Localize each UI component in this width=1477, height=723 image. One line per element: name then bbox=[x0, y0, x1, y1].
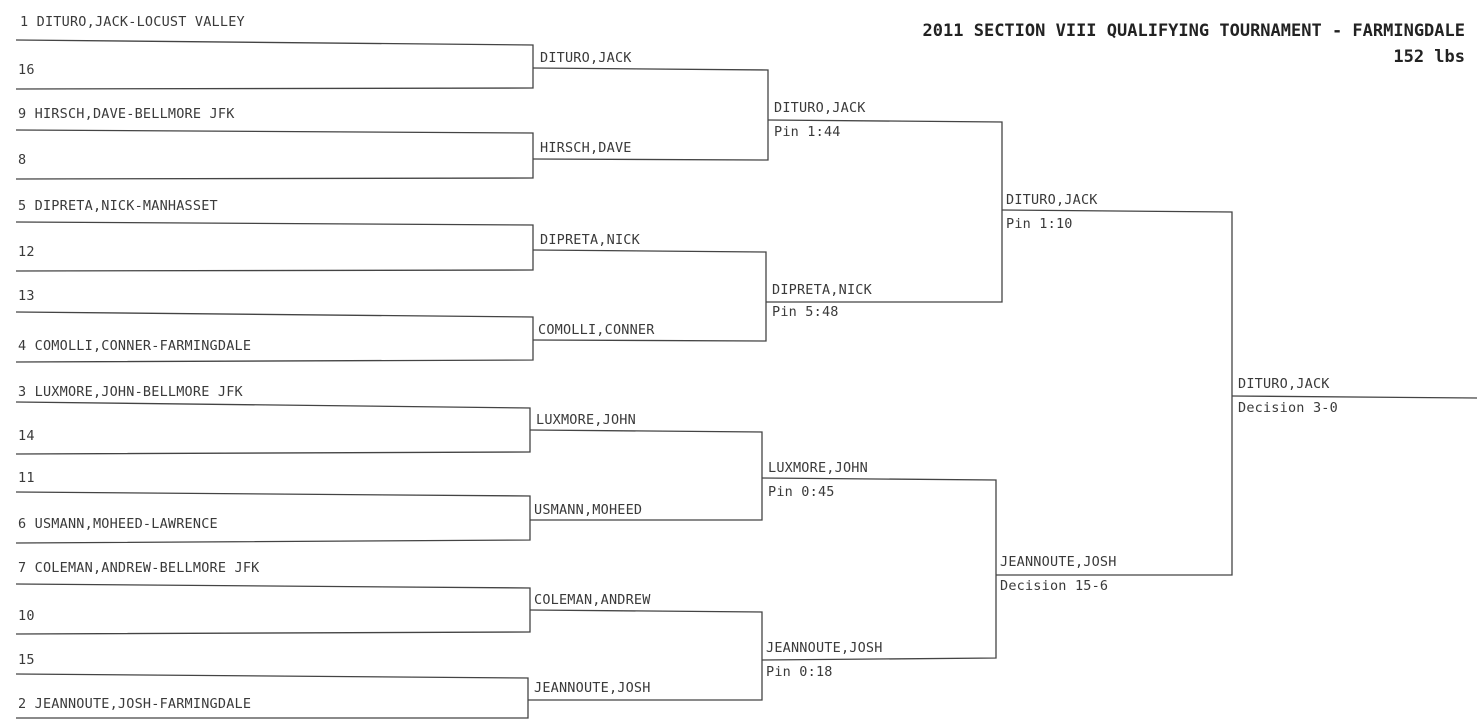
qf-bracket bbox=[766, 120, 1002, 302]
r1-entry: 8 bbox=[18, 152, 27, 168]
qf-result: Pin 0:18 bbox=[766, 664, 833, 680]
r2-winner: HIRSCH,DAVE bbox=[540, 140, 632, 156]
r1-entry: 5 DIPRETA,NICK-MANHASSET bbox=[18, 198, 218, 214]
qf-winner: DITURO,JACK bbox=[774, 100, 866, 116]
r1-entry: 3 LUXMORE,JOHN-BELLMORE JFK bbox=[18, 384, 243, 400]
r1-entry: 11 bbox=[18, 470, 35, 486]
r1-bracket bbox=[16, 402, 530, 454]
r2-winner: DITURO,JACK bbox=[540, 50, 632, 66]
r1-entry: 15 bbox=[18, 652, 35, 668]
r2-winner: USMANN,MOHEED bbox=[534, 502, 643, 518]
r1-entry: 7 COLEMAN,ANDREW-BELLMORE JFK bbox=[18, 560, 260, 576]
r1-entry: 1 DITURO,JACK-LOCUST VALLEY bbox=[20, 14, 245, 30]
r1-bracket bbox=[16, 40, 533, 89]
r1-bracket bbox=[16, 584, 530, 634]
final-result: Decision 3-0 bbox=[1238, 400, 1338, 416]
r1-entry: 9 HIRSCH,DAVE-BELLMORE JFK bbox=[18, 106, 235, 122]
r2-winner: COMOLLI,CONNER bbox=[538, 322, 655, 338]
sf-winner: JEANNOUTE,JOSH bbox=[1000, 554, 1117, 570]
r2-winner: JEANNOUTE,JOSH bbox=[534, 680, 651, 696]
tournament-header bbox=[923, 18, 1465, 70]
r1-entry: 6 USMANN,MOHEED-LAWRENCE bbox=[18, 516, 218, 532]
sf-result: Pin 1:10 bbox=[1006, 216, 1073, 232]
r1-bracket bbox=[16, 222, 533, 271]
sf-winner: DITURO,JACK bbox=[1006, 192, 1098, 208]
qf-result: Pin 1:44 bbox=[774, 124, 841, 140]
r1-entry: 4 COMOLLI,CONNER-FARMINGDALE bbox=[18, 338, 252, 354]
qf-result: Pin 0:45 bbox=[768, 484, 835, 500]
r1-entry: 16 bbox=[18, 62, 35, 78]
qf-winner: DIPRETA,NICK bbox=[772, 282, 872, 298]
r1-entry: 12 bbox=[18, 244, 35, 260]
r1-entry: 14 bbox=[18, 428, 35, 444]
final-winner: DITURO,JACK bbox=[1238, 376, 1330, 392]
tournament-title: 2011 SECTION VIII QUALIFYING TOURNAMENT - FARMINGDALE bbox=[922, 21, 1465, 41]
r1-entry: 10 bbox=[18, 608, 35, 624]
r2-winner: LUXMORE,JOHN bbox=[536, 412, 636, 428]
sf-result: Decision 15-6 bbox=[1000, 578, 1109, 594]
qf-winner: LUXMORE,JOHN bbox=[768, 460, 868, 476]
r1-entry: 13 bbox=[18, 288, 35, 304]
r1-bracket bbox=[16, 130, 533, 179]
qf-winner: JEANNOUTE,JOSH bbox=[766, 640, 883, 656]
r1-bracket bbox=[16, 312, 533, 362]
final-line bbox=[1232, 396, 1477, 398]
r2-winner: COLEMAN,ANDREW bbox=[534, 592, 651, 608]
weight-class: 152 lbs bbox=[1393, 47, 1465, 67]
sf-bracket bbox=[996, 210, 1232, 575]
r2-winner: DIPRETA,NICK bbox=[540, 232, 640, 248]
r1-entry: 2 JEANNOUTE,JOSH-FARMINGDALE bbox=[18, 696, 252, 712]
qf-result: Pin 5:48 bbox=[772, 304, 839, 320]
qf-bracket bbox=[762, 478, 996, 660]
